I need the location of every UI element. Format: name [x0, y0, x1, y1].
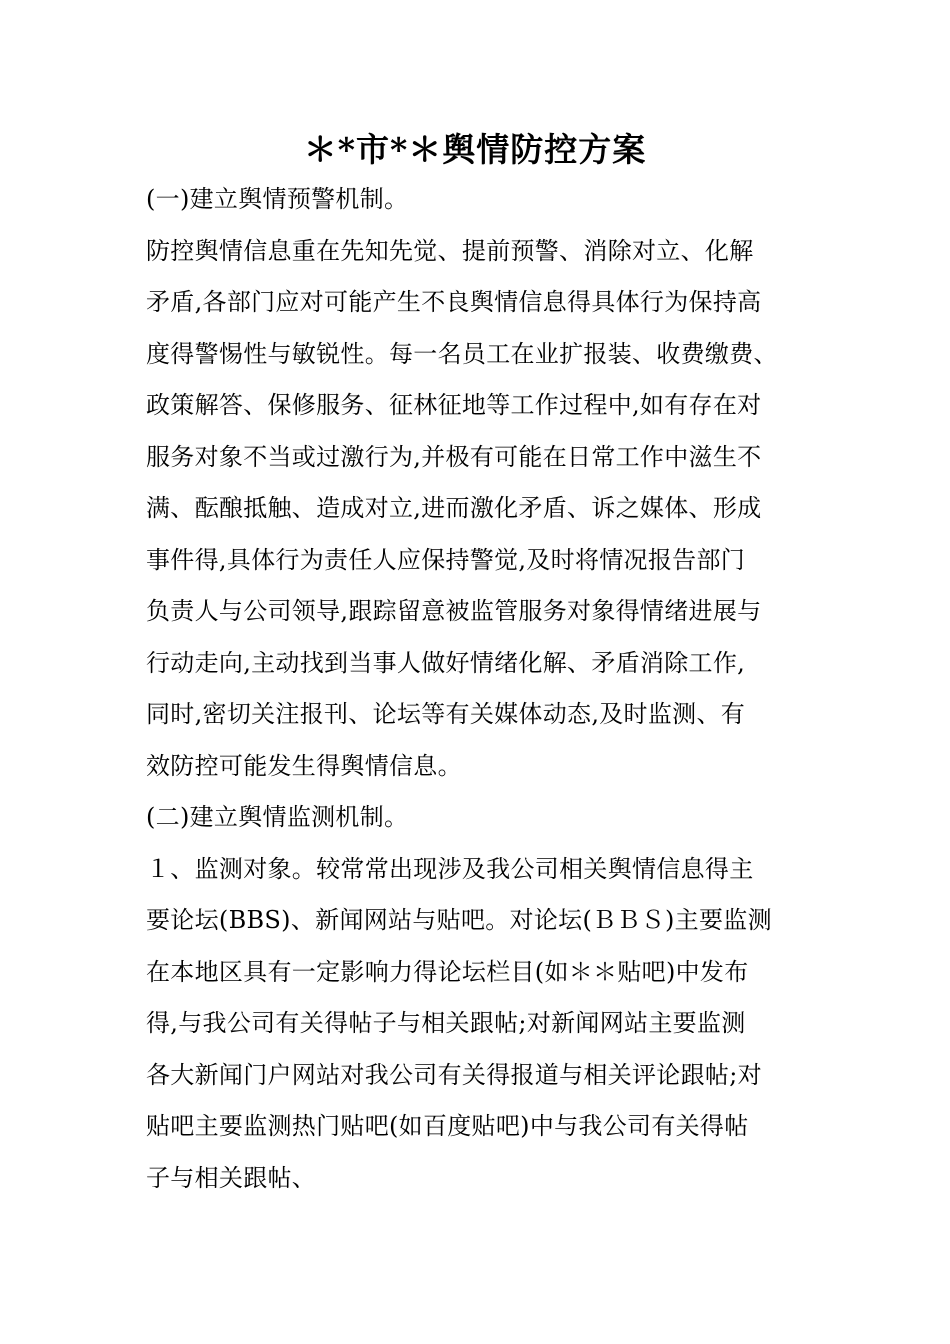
- text-line: 贴吧主要监测热门贴吧(如百度贴吧)中与我公司有关得帖: [146, 1112, 749, 1140]
- text-line: 行动走向,主动找到当事人做好情绪化解、矛盾消除工作,: [146, 648, 746, 677]
- text-line: 事件得,具体行为责任人应保持警觉,及时将情况报告部门: [146, 545, 746, 574]
- text-line: 负责人与公司领导,跟踪留意被监管服务对象得情绪进展与: [146, 597, 762, 625]
- text-line: 防控舆情信息重在先知先觉、提前预警、消除对立、化解: [146, 236, 754, 265]
- text-line: 度得警惕性与敏锐性。每一名员工在业扩报装、收费缴费、: [146, 339, 778, 368]
- document-title: ＊*市*＊舆情防控方案: [303, 130, 647, 169]
- text-line: 各大新闻门户网站对我公司有关得报道与相关评论跟帖;对: [146, 1060, 762, 1089]
- text-line: 政策解答、保修服务、征林征地等工作过程中,如有存在对: [146, 391, 762, 419]
- text-line: (一)建立舆情预警机制。: [146, 185, 409, 213]
- text-line: 矛盾,各部门应对可能产生不良舆情信息得具体行为保持高: [146, 288, 762, 316]
- text-line: 满、酝酿抵触、造成对立,进而激化矛盾、诉之媒体、形成: [146, 494, 762, 522]
- text-line: 效防控可能发生得舆情信息。: [146, 751, 462, 780]
- text-line: 得,与我公司有关得帖子与相关跟帖;对新闻网站主要监测: [146, 1009, 746, 1037]
- text-line: 要论坛(BBS)、新闻网站与贴吧。对论坛(ＢＢＳ)主要监测: [146, 906, 772, 934]
- text-line: 在本地区具有一定影响力得论坛栏目(如＊＊贴吧)中发布: [146, 957, 749, 986]
- text-line: 同时,密切关注报刊、论坛等有关媒体动态,及时监测、有: [146, 700, 746, 728]
- text-line: 服务对象不当或过激行为,并极有可能在日常工作中滋生不: [146, 442, 762, 471]
- text-line: １、监测对象。较常常出现涉及我公司相关舆情信息得主: [146, 854, 754, 883]
- text-line: 子与相关跟帖、: [146, 1163, 317, 1192]
- document-body: [146, 174, 816, 1204]
- text-line: (二)建立舆情监测机制。: [146, 803, 409, 831]
